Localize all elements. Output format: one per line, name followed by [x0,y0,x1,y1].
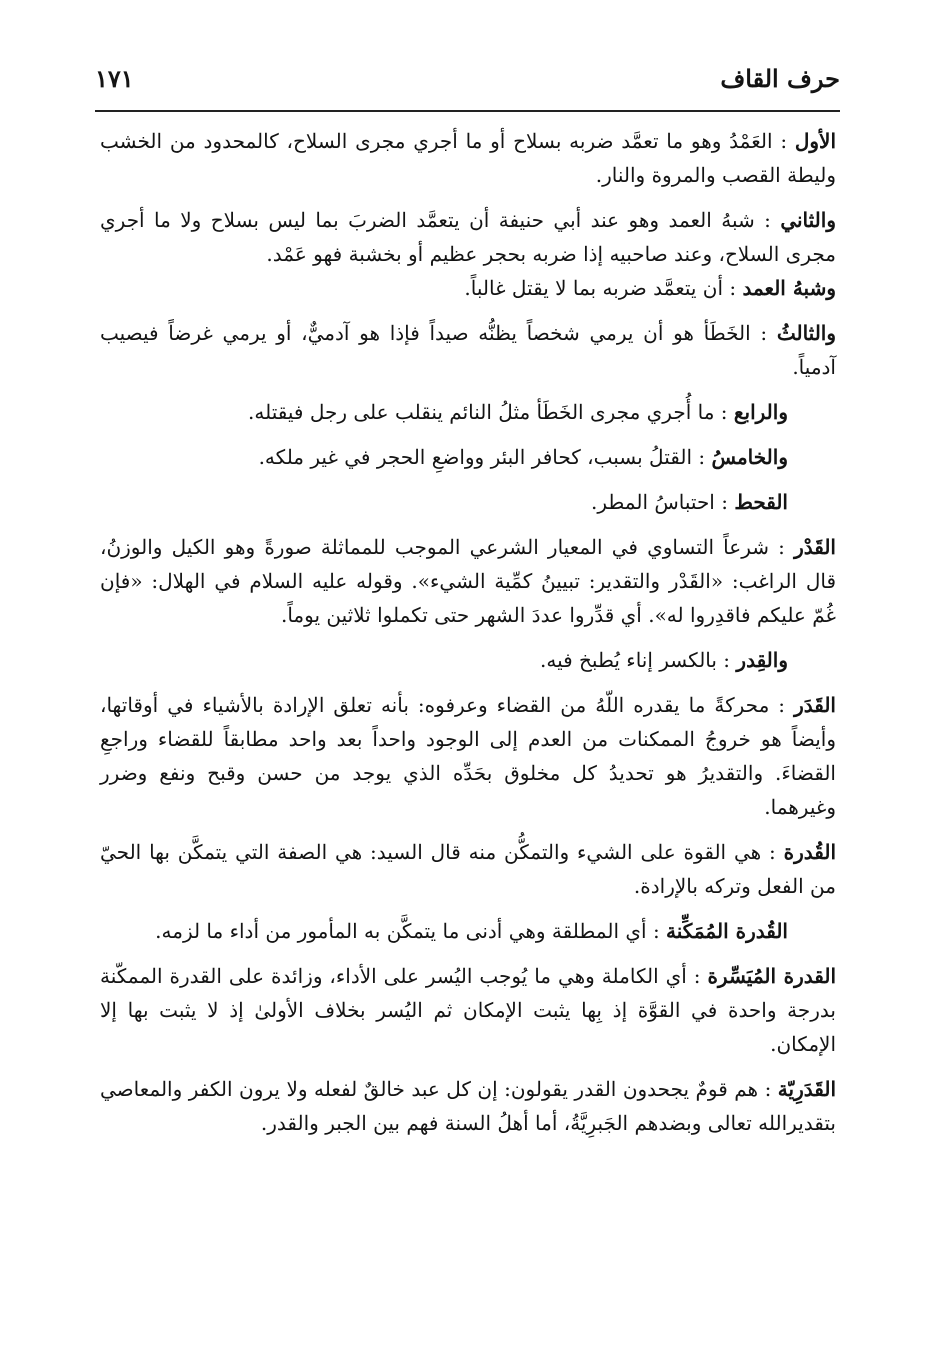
entry-third [100,316,836,384]
entry-text: : العَمْدُ وهو ما تعمَّد ضربه بسلاح أو ما أجري مجرى السلاح، كالمحدود من الخشب وليطة القصب والمروة والنار. [100,129,836,187]
header-rule [95,110,840,112]
entry-shibh-al-amd [100,271,836,305]
entry-term: والثالثُ [776,321,837,345]
entry-term: القُدرة [783,840,837,864]
entry-term: وشبهُ العمد [742,276,836,300]
entry-text: : ما أُجري مجرى الخَطَأ مثلُ النائم ينقلب على رجل فيقتله. [248,400,728,424]
entry-text: : أي المطلقة وهي أدنى ما يتمكَّن به المأمور من أداء ما لزمه. [155,919,660,943]
page-body [100,124,836,1151]
entry-term: القَدْر [794,535,836,559]
entry-qadr [100,530,836,632]
entry-text: : بالكسر إناء يُطبخ فيه. [539,648,731,672]
entry-term: والخامسُ [711,445,788,469]
entry-qadar [100,688,836,824]
entry-term: الأول [794,129,836,153]
entry-fifth [100,440,836,474]
entry-term: والقِدر [736,648,788,672]
entry-second [100,203,836,271]
entry-text: : أي الكاملة وهي ما يُوجب اليُسر على الأداء، وزائدة على القدرة الممكّنة بدرجة واحدة في القوَّة إذ بِها يثبت الإمكان ثم اليُسر بخلاف الأولىٰ إذ لا يثبت بها إلا الإمكان. [100,964,836,1056]
entry-term: القَدَرِيّة [777,1077,836,1101]
entry-term: والرابع [733,400,788,424]
entry-qudra [100,835,836,903]
entry-text: : هي القوة على الشيء والتمكُّن منه قال السيد: هي الصفة التي يتمكَّن بها الحيّ من الفعل وتركه بالإرادة. [100,840,836,898]
entry-text: : هم قومٌ يجحدون القدر يقولون: إن كل عبد خالقٌ لفعله ولا يرون الكفر والمعاصي بتقديرالله تعالى وبضدهم الجَبرِيَّةُ، أما أهلُ السنة فهم بين الجبر والقدر. [100,1077,836,1135]
entry-first [100,124,836,192]
entry-text: : محركةً ما يقدره اللّهُ من القضاء وعرفوه: بأنه تعلق الإرادة بالأشياء في أوقاتها، وأيضاً هو خروجُ الممكنات من العدم إلى الوجود واحداً بعد واحد مطابقاً للقضاء وراجعِ القضاءَ. والتقديرُ هو تحديدُ كل مخلوق بحَدِّه الذي يوجد من حسن وقبح ونفع وضرر وغيرهما. [100,693,836,819]
entry-text: : الخَطَأ هو أن يرمي شخصاً يظنُّه صيداً فإذا هو آدميٌّ، أو يرمي غرضاً فيصيب آدمياً. [100,321,836,379]
entry-text: : احتباسُ المطر. [591,490,728,514]
page-number: ١٧١ [95,64,134,93]
entry-fourth [100,395,836,429]
entry-qadariyya [100,1072,836,1140]
entry-qidr [100,643,836,677]
entry-text: : أن يتعمَّد ضربه بما لا يقتل غالباً. [464,276,737,300]
entry-term: القُدرة المُمَكِّنة [666,919,788,943]
entry-term: القحط [734,490,788,514]
entry-qaht [100,485,836,519]
entry-term: القدرة المُيَسِّرة [707,964,836,988]
entry-term: والثاني [780,208,836,232]
entry-text: : شبهُ العمد وهو عند أبي حنيفة أن يتعمَّد الضربَ بما ليس بسلاح ولا ما أجري مجرى السلاح، وعند صاحبيه إذا ضربه بحجر عظيم أو بخشبة فهو عَمْد. [100,208,836,266]
entry-qudra-muyassira [100,959,836,1061]
chapter-title: حرف القاف [720,64,840,93]
entry-text: : شرعاً التساوي في المعيار الشرعي الموجب للمماثلة صورةً وهو الكيل والوزنُ، قال الراغب: «القَدْر والتقدير: تبيينُ كمِّية الشيء». وقوله عليه السلام في الهلال: «فإن غُمّ عليكم فاقدِروا له». أي قدِّروا عددَ الشهر حتى تكملوا ثلاثين يوماً. [100,535,836,627]
entry-qudra-mumakkina [100,914,836,948]
entry-term: القَدَر [794,693,836,717]
entry-text: : القتلُ بسبب، كحافر البئر وواضعِ الحجر في غير ملكه. [258,445,706,469]
running-header [95,64,840,93]
